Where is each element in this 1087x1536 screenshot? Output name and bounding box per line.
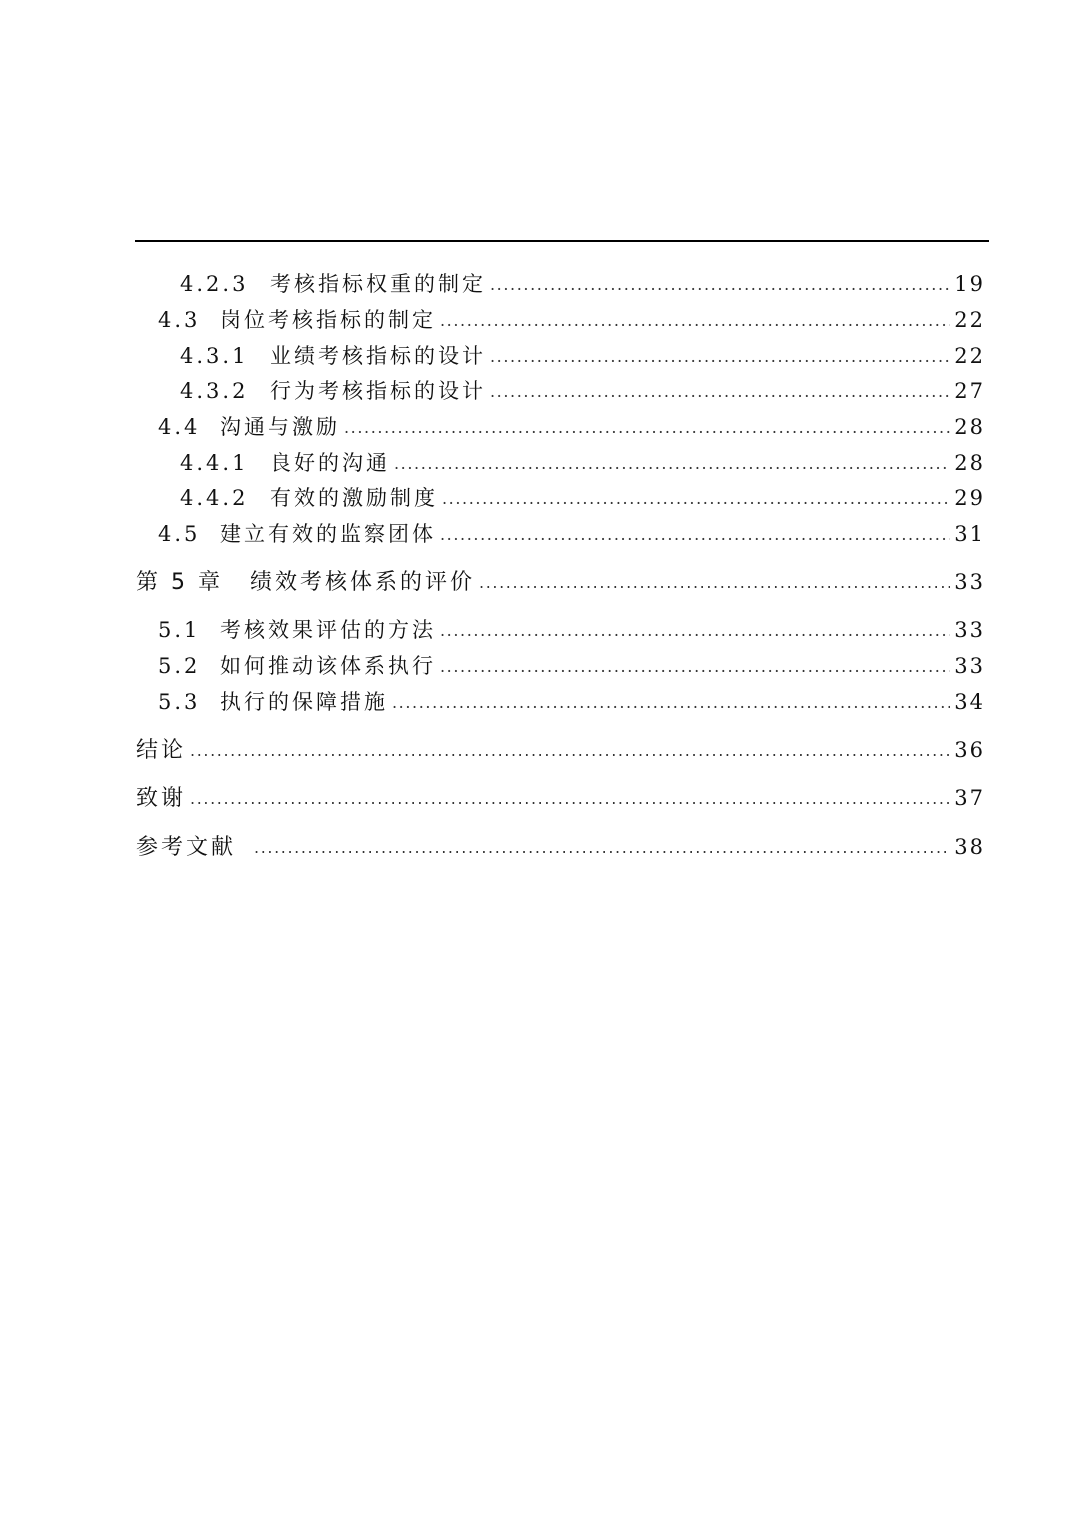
toc-entry-page: 28 <box>954 415 985 439</box>
toc-entry-title: 绩效考核体系的评价 <box>250 570 476 595</box>
toc-entry-conclusion[interactable] <box>136 736 985 764</box>
toc-entry-acknowledgements[interactable] <box>136 784 985 812</box>
toc-entry-page: 22 <box>954 308 985 332</box>
toc-entry-4-4-1[interactable] <box>180 449 985 477</box>
dot-leader <box>190 737 950 765</box>
toc-entry-title: 考核效果评估的方法 <box>220 618 436 642</box>
toc-entry-page: 33 <box>954 570 985 594</box>
toc-entry-4-2-3[interactable] <box>180 270 985 298</box>
toc-entry-title: 执行的保障措施 <box>220 690 388 714</box>
dot-leader <box>254 834 950 862</box>
toc-entry-5-2[interactable] <box>158 652 985 680</box>
toc-entry-page: 38 <box>954 835 985 859</box>
toc-entry-page: 37 <box>954 786 985 810</box>
dot-leader <box>440 307 950 335</box>
dot-leader <box>490 378 950 406</box>
dot-leader <box>344 414 950 442</box>
dot-leader <box>490 343 950 371</box>
toc-entry-title: 建立有效的监察团体 <box>220 522 436 546</box>
toc-entry-4-5[interactable] <box>158 520 985 548</box>
toc-entry-title: 业绩考核指标的设计 <box>270 344 486 368</box>
toc-entry-title: 结论 <box>136 738 187 763</box>
toc-entry-title: 参考文献 <box>136 835 237 860</box>
toc-entry-5-1[interactable] <box>158 616 985 644</box>
toc-entry-references[interactable] <box>136 833 985 861</box>
header-rule <box>135 240 989 242</box>
toc-entry-page: 28 <box>954 451 985 475</box>
toc-entry-page: 29 <box>954 486 985 510</box>
toc-entry-title: 行为考核指标的设计 <box>270 379 486 403</box>
toc-entry-page: 34 <box>954 690 985 714</box>
toc-entry-title: 致谢 <box>136 786 187 811</box>
toc-entry-number: 5.1 <box>158 618 201 642</box>
dot-leader <box>479 569 950 597</box>
toc-entry-page: 22 <box>954 344 985 368</box>
toc-entry-title: 有效的激励制度 <box>270 486 438 510</box>
toc-entry-title: 考核指标权重的制定 <box>270 272 486 296</box>
toc-entry-4-3[interactable] <box>158 306 985 334</box>
toc-entry-page: 33 <box>954 654 985 678</box>
toc-entry-number: 5.3 <box>158 690 201 714</box>
dot-leader <box>190 785 950 813</box>
dot-leader <box>392 689 950 717</box>
toc-entry-page: 31 <box>954 522 985 546</box>
toc-entry-number: 4.4.1 <box>180 451 249 475</box>
toc-entry-4-3-2[interactable] <box>180 377 985 405</box>
dot-leader <box>394 450 950 478</box>
toc-entry-number: 4.3 <box>158 308 201 332</box>
toc-entry-4-4-2[interactable] <box>180 484 985 512</box>
toc-entry-chapter-5[interactable] <box>136 568 985 596</box>
dot-leader <box>440 521 950 549</box>
toc-entry-title: 如何推动该体系执行 <box>220 654 436 678</box>
toc-entry-title: 沟通与激励 <box>220 415 340 439</box>
dot-leader <box>442 485 950 513</box>
toc-entry-5-3[interactable] <box>158 688 985 716</box>
toc-entry-number: 4.3.1 <box>180 344 249 368</box>
toc-entry-number: 第 5 章 <box>136 570 223 595</box>
toc-entry-4-3-1[interactable] <box>180 342 985 370</box>
toc-entry-number: 4.3.2 <box>180 379 249 403</box>
toc-entry-number: 5.2 <box>158 654 201 678</box>
toc-entry-page: 27 <box>954 379 985 403</box>
toc-entry-page: 19 <box>954 272 985 296</box>
toc-entry-number: 4.5 <box>158 522 201 546</box>
toc-entry-number: 4.2.3 <box>180 272 249 296</box>
dot-leader <box>440 617 950 645</box>
toc-entry-title: 岗位考核指标的制定 <box>220 308 436 332</box>
toc-entry-number: 4.4 <box>158 415 201 439</box>
toc-entry-page: 33 <box>954 618 985 642</box>
toc-entry-title: 良好的沟通 <box>270 451 390 475</box>
toc-entry-page: 36 <box>954 738 985 762</box>
toc-entry-number: 4.4.2 <box>180 486 249 510</box>
dot-leader <box>440 653 950 681</box>
toc-entry-4-4[interactable] <box>158 413 985 441</box>
dot-leader <box>490 271 950 299</box>
